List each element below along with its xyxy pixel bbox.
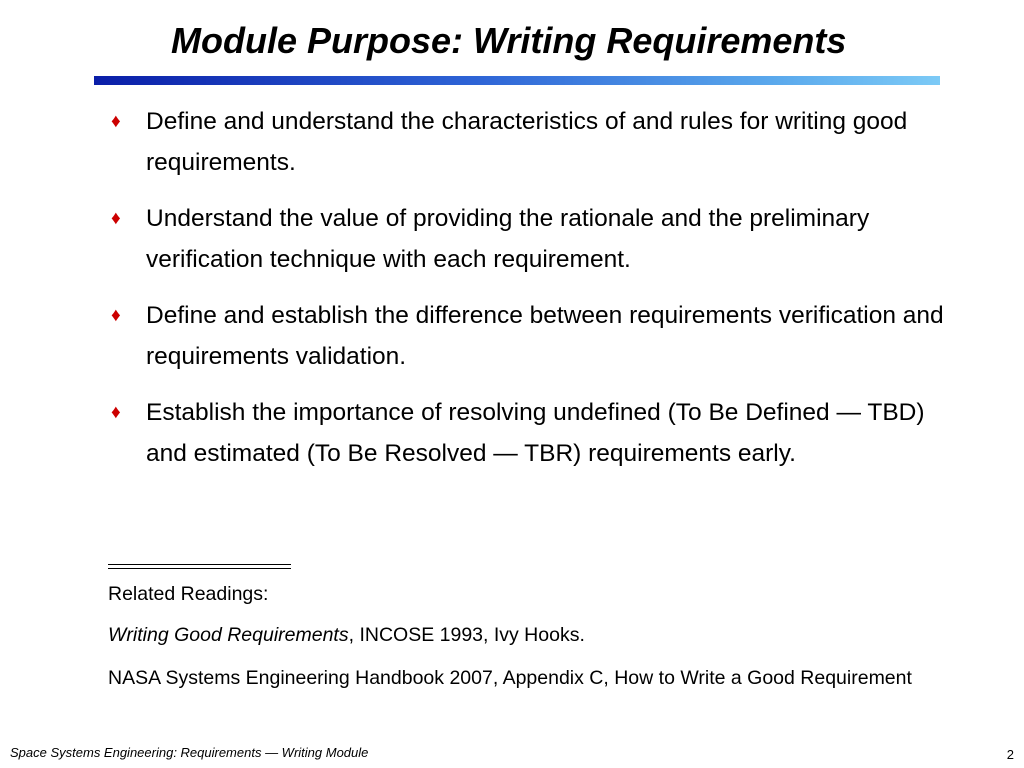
bullet-text: Define and understand the characteristics of and rules for writing good requirements. (146, 108, 908, 176)
footnote-separator (108, 564, 291, 570)
related-readings (108, 580, 938, 694)
slide-title: Module Purpose: Writing Requirements (171, 20, 847, 61)
reading-entry: NASA Systems Engineering Handbook 2007, Appendix C, How to Write a Good Requirement (108, 667, 912, 689)
title-underline-bar (94, 76, 940, 85)
diamond-bullet-icon: ♦ (111, 111, 121, 132)
bullet-text: Define and establish the difference between requirements verification and requirements validation. (146, 302, 944, 370)
bullet-list (106, 101, 946, 489)
bullet-item (106, 101, 946, 183)
reading-entry (108, 621, 938, 649)
bullet-item (106, 295, 946, 377)
diamond-bullet-icon: ♦ (111, 208, 121, 229)
page-number: 2 (1006, 747, 1014, 762)
reading-details: , INCOSE 1993, Ivy Hooks. (348, 624, 585, 646)
bullet-text: Understand the value of providing the rationale and the preliminary verification technique with each requirement. (146, 205, 870, 273)
bullet-item (106, 198, 946, 280)
bullet-text: Establish the importance of resolving undefined (To Be Defined — TBD) and estimated (To Be Resolved — TBR) requirements early. (146, 399, 925, 467)
diamond-bullet-icon: ♦ (111, 305, 121, 326)
diamond-bullet-icon: ♦ (111, 402, 121, 423)
bullet-item (106, 392, 946, 474)
readings-heading: Related Readings: (108, 583, 269, 605)
reading-title: Writing Good Requirements (108, 624, 349, 646)
footer-caption: Space Systems Engineering: Requirements — Writing Module (10, 745, 369, 760)
